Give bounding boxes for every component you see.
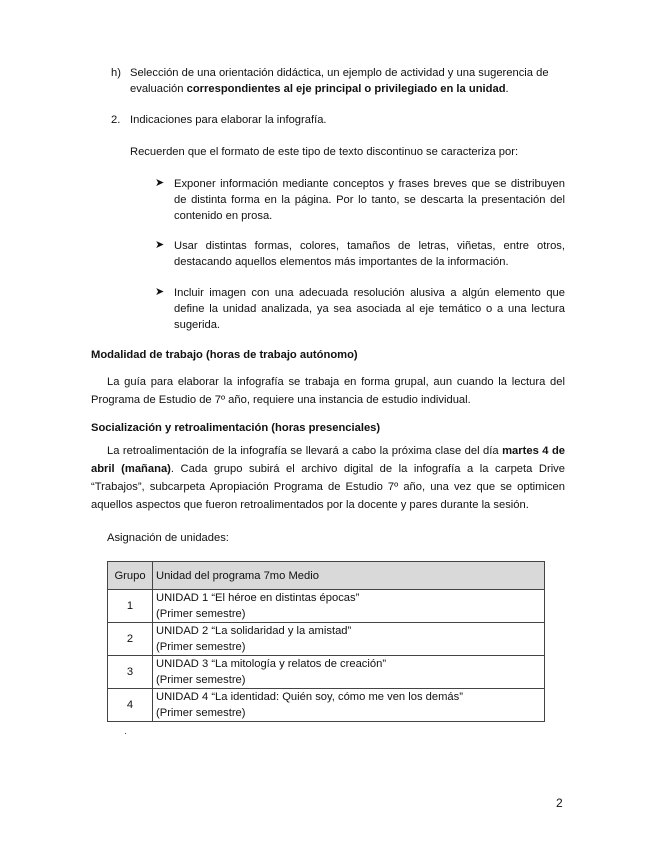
header-grupo: Grupo: [108, 562, 153, 590]
date-highlight: martes 4 de abril (mañana): [91, 445, 566, 475]
header-unidad: Unidad del programa 7mo Medio: [153, 562, 545, 590]
bullet-item: [155, 285, 565, 333]
item-h-bold: correspondientes al eje principal o privilegiado en la unidad: [186, 83, 506, 95]
item-h-text: [130, 65, 570, 97]
table-row: [108, 656, 545, 689]
bullet-list-2: [155, 238, 565, 270]
modalidad-paragraph: La guía para elaborar la infografía se trabaja en forma grupal, aun cuando la lectura del Programa de Estudio de 7º año, requiere una instancia de estudio individual.: [91, 376, 565, 406]
bullet-list-3: [155, 285, 565, 333]
table-row: [108, 623, 545, 656]
table-row: [108, 689, 545, 722]
bullet-list: [155, 176, 565, 240]
item-2-marker: 2.: [111, 114, 121, 126]
table-header-row: [108, 562, 545, 590]
grupo-cell: 1: [108, 590, 153, 623]
bullet-item: [155, 238, 565, 270]
asignacion-label: Asignación de unidades:: [107, 532, 229, 544]
units-table: [107, 561, 545, 722]
socializacion-heading: Socialización y retroalimentación (horas presenciales): [91, 422, 381, 434]
unidad-cell: UNIDAD 1 “El héroe en distintas épocas” (Primer semestre): [153, 590, 545, 623]
arrow-bullet-icon: ➤: [155, 239, 165, 251]
item-h-line1: Selección de una orientación didáctica, un ejemplo de actividad y una sugerencia de: [130, 67, 549, 79]
grupo-cell: 3: [108, 656, 153, 689]
item-2-text: Indicaciones para elaborar la infografía.: [130, 114, 327, 126]
unidad-cell: UNIDAD 2 “La solidaridad y la amistad” (Primer semestre): [153, 623, 545, 656]
arrow-bullet-icon: ➤: [155, 286, 165, 298]
modalidad-heading: Modalidad de trabajo (horas de trabajo autónomo): [91, 349, 358, 361]
arrow-bullet-icon: ➤: [155, 177, 165, 189]
socializacion-paragraph: La retroalimentación de la infografía se llevará a cabo la próxima clase del día martes 4 de abril (mañana). Cada grupo subirá el archivo digital de la infografía a la carpeta Drive “Trabajos”, subcarpeta Apropiación Programa de Estudio 7º año, una vez que se optimicen aquellos aspectos que fueron retroalimentados por la docente y pares durante la sesión.: [91, 445, 566, 511]
item-h-line2: evaluación correspondientes al eje principal o privilegiado en la unidad.: [130, 83, 509, 95]
bullet-text: Incluir imagen con una adecuada resolución alusiva a algún elemento que define la unidad analizada, ya sea asociada al eje temático o a una lectura sugerida.: [174, 287, 565, 331]
bullet-item: [155, 176, 565, 224]
table-row: [108, 590, 545, 623]
page-number: 2: [556, 796, 563, 810]
bullet-text: Exponer información mediante conceptos y frases breves que se distribuyen de distinta forma en la página. Por lo tanto, se descarta la presentación del contenido en prosa.: [174, 178, 565, 222]
bullet-text: Usar distintas formas, colores, tamaños de letras, viñetas, entre otros, destacando aquellos elementos más importantes de la información.: [174, 240, 565, 268]
unidad-cell: UNIDAD 4 “La identidad: Quién soy, cómo me ven los demás” (Primer semestre): [153, 689, 545, 722]
grupo-cell: 2: [108, 623, 153, 656]
item-h-marker: h): [111, 67, 121, 79]
stray-dot: ·: [124, 728, 127, 738]
grupo-cell: 4: [108, 689, 153, 722]
intro-text: Recuerden que el formato de este tipo de texto discontinuo se caracteriza por:: [130, 146, 519, 158]
unidad-cell: UNIDAD 3 “La mitología y relatos de creación” (Primer semestre): [153, 656, 545, 689]
